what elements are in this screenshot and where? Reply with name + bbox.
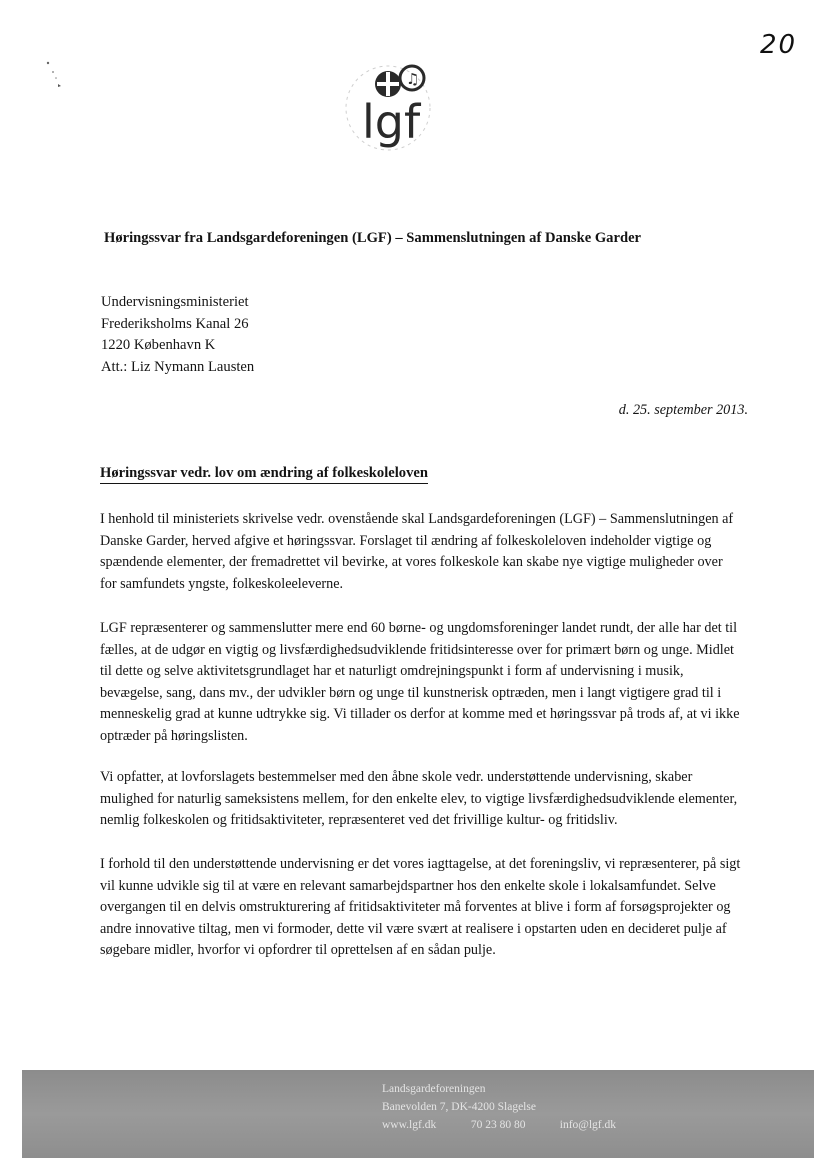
recipient-organization: Undervisningsministeriet bbox=[101, 294, 249, 310]
paragraph-4: I forhold til den understøttende undervisning er det vores iagttagelse, at det foreningsliv, vi repræsenterer, på sigt vil kunne udvikle sig til at være en relevant samarbejdspartner hos den enkelte skole i lokalsamfundet. Selve overgangen til en delvis omstrukturering af fritidsaktiviteter må forventes at blive i form af forsøgsprojekter og andre innovative tiltag, men vi formoder, dette vil være svært at realisere i opstarten uden en decideret pulje af søgebare midler, hvorfor vi opfordrer til oprettelsen af en sådan pulje. bbox=[100, 856, 741, 958]
recipient-attention: Att.: Liz Nymann Lausten bbox=[101, 358, 255, 375]
handwritten-page-number: 20 bbox=[760, 30, 798, 60]
recipient-address bbox=[101, 292, 254, 378]
footer-email: info@lgf.dk bbox=[559, 1119, 617, 1131]
recipient-city: 1220 København K bbox=[101, 337, 216, 353]
logo-text: lgf bbox=[362, 95, 421, 149]
document-heading: Høringssvar fra Landsgardeforeningen (LGF) – Sammenslutningen af Danske Garder bbox=[104, 230, 642, 246]
scan-specks bbox=[44, 58, 68, 94]
letter-date: d. 25. september 2013. bbox=[618, 402, 748, 418]
paragraph-2: LGF repræsenterer og sammenslutter mere end 60 børne- og ungdomsforeninger landet rundt, der alle har det til fælles, at de udgør en vigtig og livsfærdighedsudviklende fritidsinteresse over for primært børn og unge. Midlet til dette og selve aktivitetsgrundlaget har et naturligt omdrejningspunkt i form af undervisning i musik, bevægelse, sang, dans mv., der udvikler børn og unge til kunstnerisk optræden, men i langt vigtigere grad til i menneskelig grad at kunne udtrykke sig. Vi tillader os derfor at komme med et høringssvar på trods af, at vi ikke optræder på høringslisten. bbox=[100, 620, 740, 744]
recipient-street: Frederiksholms Kanal 26 bbox=[101, 315, 249, 332]
lgf-logo bbox=[340, 58, 440, 168]
paragraph-1: I henhold til ministeriets skrivelse vedr. ovenstående skal Landsgardeforeningen (LGF) – Sammenslutningen af Danske Garder, herved afgive et høringssvar. Forslaget til ændring af folkeskoleloven indeholder vigtige og spændende elementer, der fremadrettet vil bevirke, at vores folkeskole kan skabe nye vigtige muligheder over for samfundets yngste, folkeskoleeleverne. bbox=[100, 511, 734, 592]
footer-address: Banevolden 7, DK-4200 Slagelse bbox=[382, 1101, 536, 1113]
footer-phone: 70 23 80 80 bbox=[470, 1119, 526, 1131]
svg-text:♫: ♫ bbox=[406, 70, 420, 88]
subject-line: Høringssvar vedr. lov om ændring af folkeskoleloven bbox=[100, 465, 428, 484]
footer-band bbox=[22, 1070, 814, 1158]
paragraph-3: Vi opfatter, at lovforslagets bestemmelser med den åbne skole vedr. understøttende undervisning, skaber mulighed for naturlig sameksistens mellem, for den enkelte elev, to vigtige livsfærdighedsudviklende elementer, nemlig folkeskolen og fritidsaktiviteter, repræsenteret ved det frivillige kultur- og fritidsliv. bbox=[100, 769, 738, 828]
footer-organization: Landsgardeforeningen bbox=[382, 1083, 486, 1095]
footer-website: www.lgf.dk bbox=[382, 1119, 437, 1131]
